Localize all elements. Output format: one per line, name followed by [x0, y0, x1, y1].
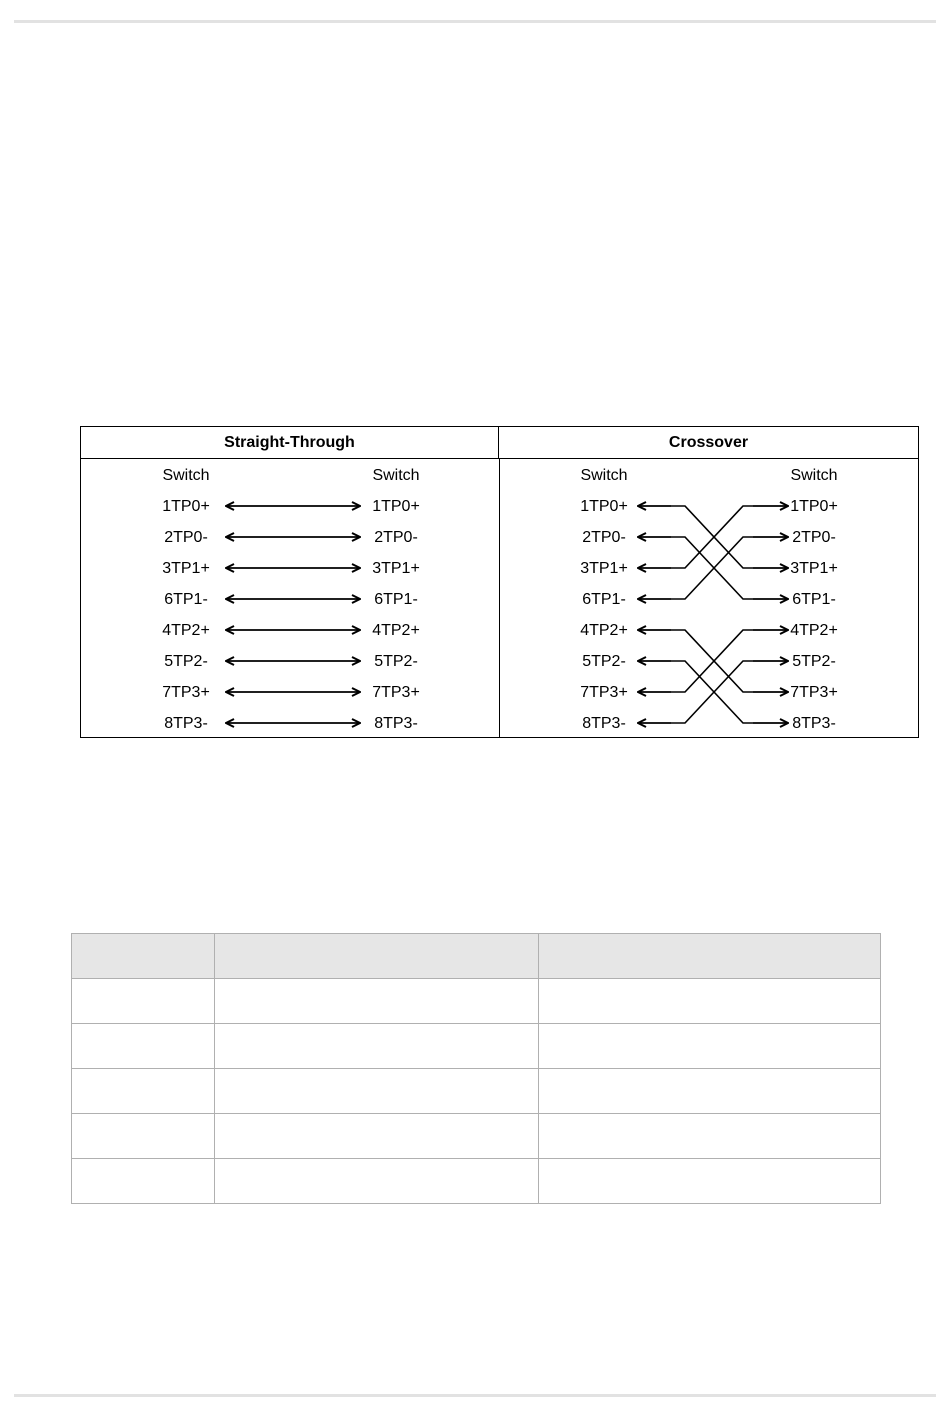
crossover-right-pin: 6TP1-: [792, 591, 836, 608]
table-row: [72, 979, 881, 1024]
table-cell: [539, 979, 881, 1024]
table-header-row: [72, 934, 881, 979]
table-cell: [539, 1024, 881, 1069]
spec-table: [71, 933, 881, 1204]
straight-left-pin: 5TP2-: [164, 653, 208, 670]
cable-wiring-diagram: [80, 426, 919, 738]
straight-through-title: Straight-Through: [81, 427, 499, 459]
straight-left-pin: 6TP1-: [164, 591, 208, 608]
crossover-right-pin: 8TP3-: [792, 715, 836, 732]
straight-left-pin: 8TP3-: [164, 715, 208, 732]
crossover-left-header: Switch: [580, 467, 628, 484]
crossover-right-pin: 3TP1+: [790, 560, 838, 577]
top-rule: [14, 20, 936, 23]
crossover-left-pin: 3TP1+: [580, 560, 628, 577]
straight-right-pin: 7TP3+: [372, 684, 420, 701]
straight-right-pin: 1TP0+: [372, 498, 420, 515]
straight-left-pin: 3TP1+: [162, 560, 210, 577]
straight-right-pin: 2TP0-: [374, 529, 418, 546]
straight-right-pin: 4TP2+: [372, 622, 420, 639]
crossover-left-pin: 5TP2-: [582, 653, 626, 670]
table-row: [72, 1159, 881, 1204]
table-cell: [539, 1159, 881, 1204]
table-cell: [215, 979, 539, 1024]
table-cell: [215, 1159, 539, 1204]
wiring-svg: [81, 427, 919, 738]
table-cell: [215, 1024, 539, 1069]
table-cell: [539, 1114, 881, 1159]
straight-left-pin: 7TP3+: [162, 684, 210, 701]
crossover-left-pin: 6TP1-: [582, 591, 626, 608]
crossover-right-header: Switch: [790, 467, 838, 484]
table-row: [72, 1069, 881, 1114]
straight-left-header: Switch: [162, 467, 210, 484]
straight-right-pin: 3TP1+: [372, 560, 420, 577]
straight-right-pin: 6TP1-: [374, 591, 418, 608]
crossover-left-pin: 4TP2+: [580, 622, 628, 639]
crossover-right-pin: 1TP0+: [790, 498, 838, 515]
straight-right-pin: 5TP2-: [374, 653, 418, 670]
table-row: [72, 1114, 881, 1159]
table-header-cell: [215, 934, 539, 979]
crossover-left-pin: 8TP3-: [582, 715, 626, 732]
table-cell: [539, 1069, 881, 1114]
table-cell: [215, 1069, 539, 1114]
crossover-right-pin: 2TP0-: [792, 529, 836, 546]
table-cell: [215, 1114, 539, 1159]
straight-left-pin: 4TP2+: [162, 622, 210, 639]
table-cell: [72, 1159, 215, 1204]
straight-right-header: Switch: [372, 467, 420, 484]
crossover-left-pin: 1TP0+: [580, 498, 628, 515]
table-cell: [72, 1114, 215, 1159]
table-cell: [72, 1024, 215, 1069]
crossover-left-pin: 7TP3+: [580, 684, 628, 701]
straight-left-pin: 2TP0-: [164, 529, 208, 546]
table-cell: [72, 979, 215, 1024]
crossover-right-pin: 4TP2+: [790, 622, 838, 639]
crossover-left-pin: 2TP0-: [582, 529, 626, 546]
table-cell: [72, 1069, 215, 1114]
bottom-rule: [14, 1394, 936, 1397]
table-row: [72, 1024, 881, 1069]
crossover-right-pin: 7TP3+: [790, 684, 838, 701]
straight-left-pin: 1TP0+: [162, 498, 210, 515]
table-header-cell: [72, 934, 215, 979]
straight-right-pin: 8TP3-: [374, 715, 418, 732]
crossover-title: Crossover: [499, 427, 918, 459]
crossover-right-pin: 5TP2-: [792, 653, 836, 670]
table-header-cell: [539, 934, 881, 979]
